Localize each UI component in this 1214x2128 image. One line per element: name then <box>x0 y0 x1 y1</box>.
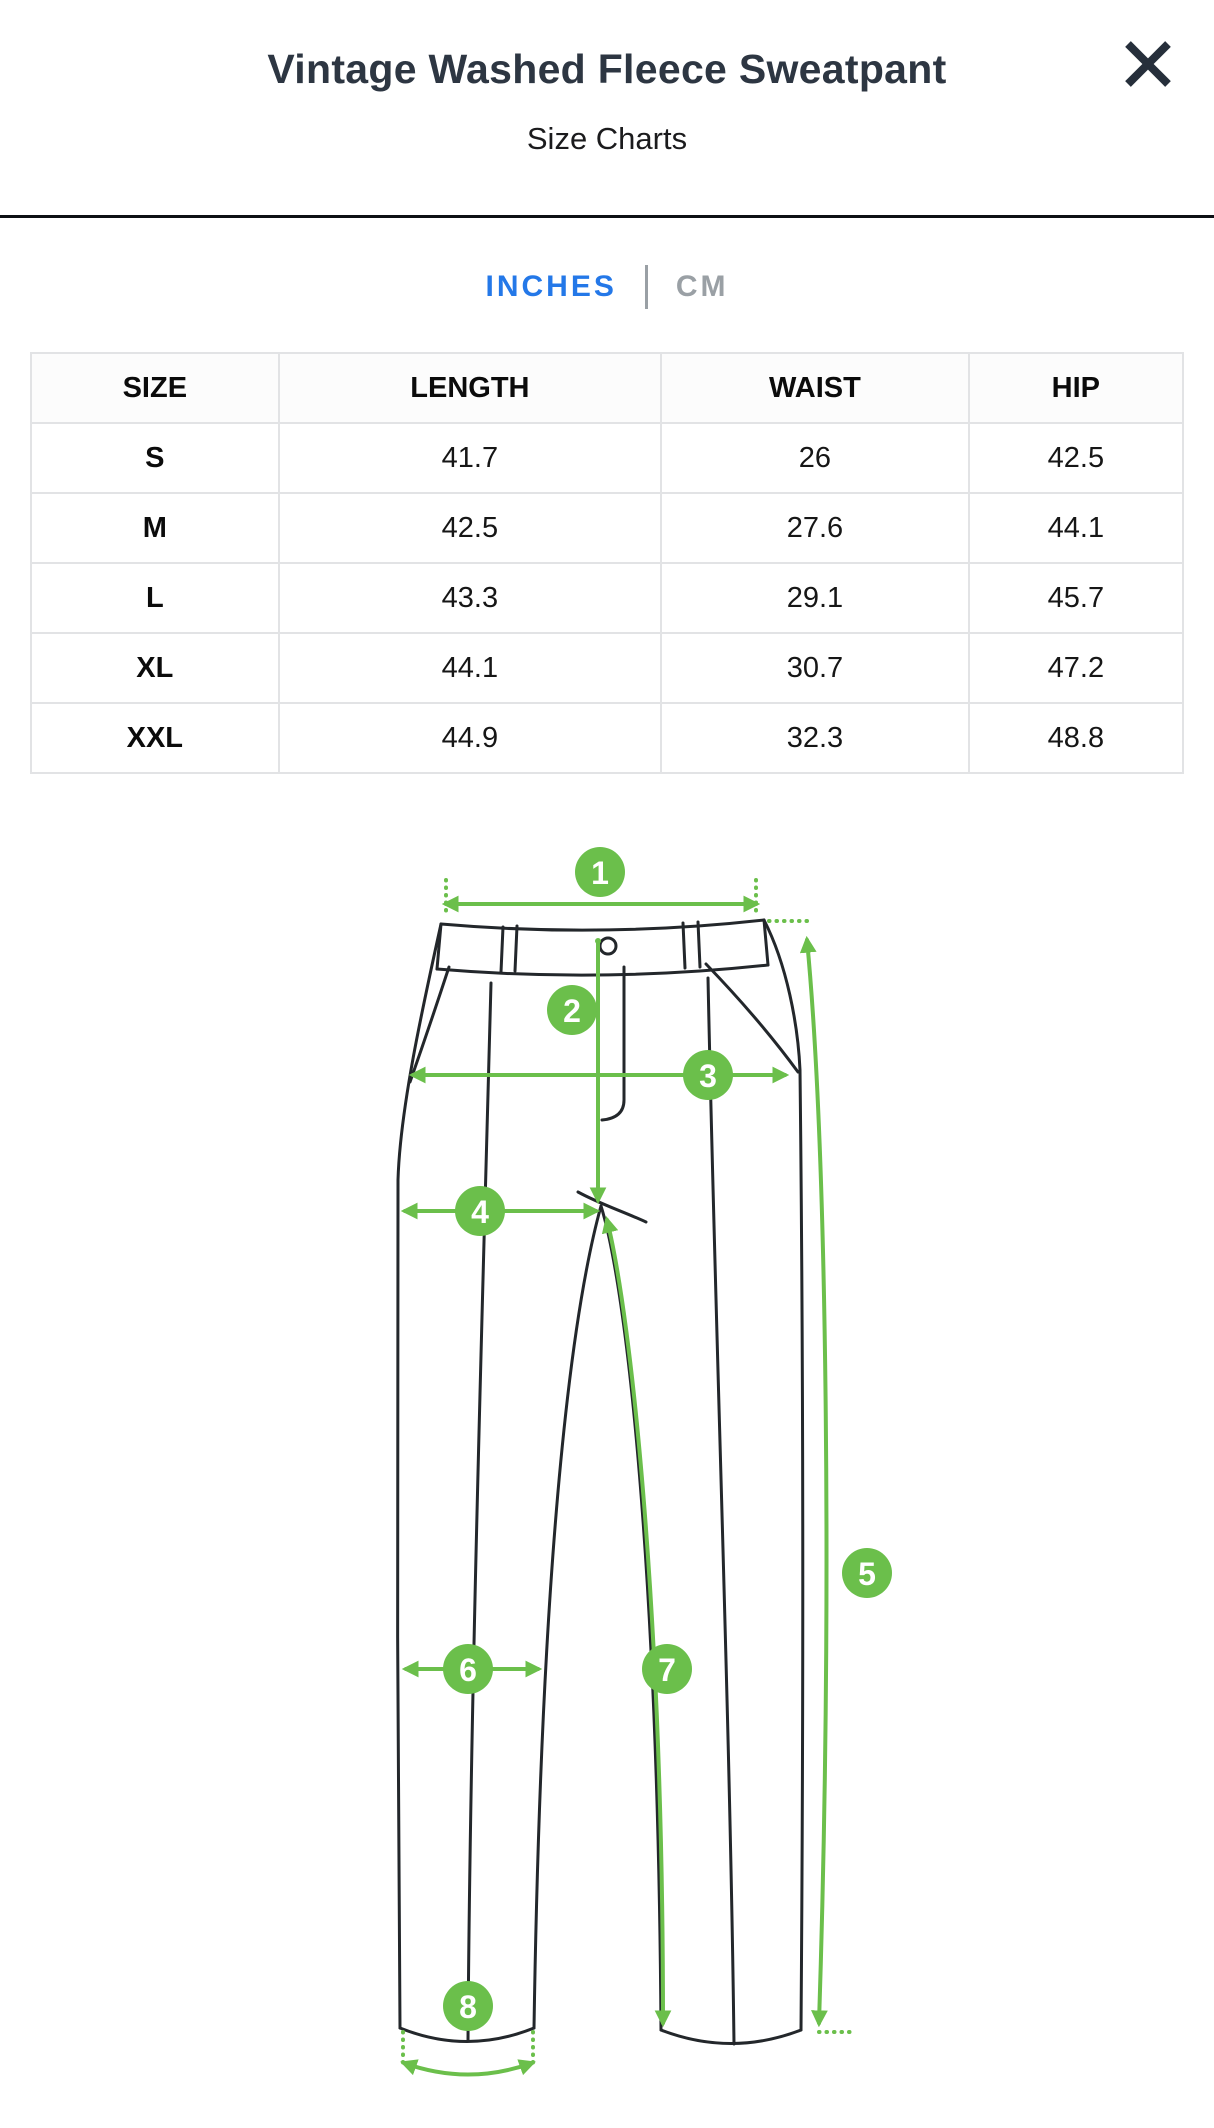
cell-length: 44.9 <box>279 703 661 773</box>
pants-diagram-svg <box>370 820 900 2080</box>
cell-size: L <box>31 563 279 633</box>
marker-8-badge <box>443 1981 493 2031</box>
marker-6-badge <box>443 1644 493 1694</box>
marker-2-badge <box>547 985 597 1035</box>
cell-waist: 29.1 <box>661 563 969 633</box>
svg-text:2: 2 <box>563 993 581 1029</box>
unit-toggle <box>0 218 1214 352</box>
table-row <box>31 493 1183 563</box>
pants-measurement-diagram <box>370 820 900 2080</box>
cell-hip: 47.2 <box>969 633 1183 703</box>
cell-length: 43.3 <box>279 563 661 633</box>
close-icon <box>1118 34 1178 94</box>
cell-size: XXL <box>31 703 279 773</box>
modal-subtitle: Size Charts <box>526 121 688 156</box>
cell-waist: 32.3 <box>661 703 969 773</box>
col-header-size: SIZE <box>31 353 279 423</box>
cell-length: 41.7 <box>279 423 661 493</box>
cell-hip: 44.1 <box>969 493 1183 563</box>
cell-length: 44.1 <box>279 633 661 703</box>
cell-hip: 48.8 <box>969 703 1183 773</box>
svg-text:3: 3 <box>699 1058 717 1094</box>
marker-7-badge <box>642 1644 692 1694</box>
modal-header <box>0 0 1214 218</box>
cell-waist: 27.6 <box>661 493 969 563</box>
marker-3-badge <box>683 1050 733 1100</box>
col-header-hip: HIP <box>969 353 1183 423</box>
svg-text:1: 1 <box>591 855 609 891</box>
marker-1-badge <box>575 847 625 897</box>
cell-waist: 30.7 <box>661 633 969 703</box>
cell-waist: 26 <box>661 423 969 493</box>
cell-hip: 45.7 <box>969 563 1183 633</box>
svg-text:8: 8 <box>459 1989 477 2025</box>
tab-inches[interactable]: INCHES <box>483 266 618 308</box>
marker-4-badge <box>455 1186 505 1236</box>
cell-size: S <box>31 423 279 493</box>
table-header-row <box>31 353 1183 423</box>
table-row <box>31 703 1183 773</box>
svg-text:6: 6 <box>459 1652 477 1688</box>
svg-text:5: 5 <box>858 1556 876 1592</box>
table-row <box>31 423 1183 493</box>
tab-cm[interactable]: CM <box>674 266 731 308</box>
cell-size: M <box>31 493 279 563</box>
svg-text:7: 7 <box>658 1652 676 1688</box>
table-row <box>31 563 1183 633</box>
marker-5-badge <box>842 1548 892 1598</box>
unit-toggle-divider <box>645 265 648 309</box>
col-header-waist: WAIST <box>661 353 969 423</box>
svg-text:4: 4 <box>471 1194 489 1230</box>
cell-hip: 42.5 <box>969 423 1183 493</box>
cell-length: 42.5 <box>279 493 661 563</box>
table-row <box>31 633 1183 703</box>
col-header-length: LENGTH <box>279 353 661 423</box>
cell-size: XL <box>31 633 279 703</box>
close-button[interactable] <box>1112 28 1184 100</box>
size-table <box>30 352 1184 774</box>
page-title: Vintage Washed Fleece Sweatpant <box>267 46 947 92</box>
